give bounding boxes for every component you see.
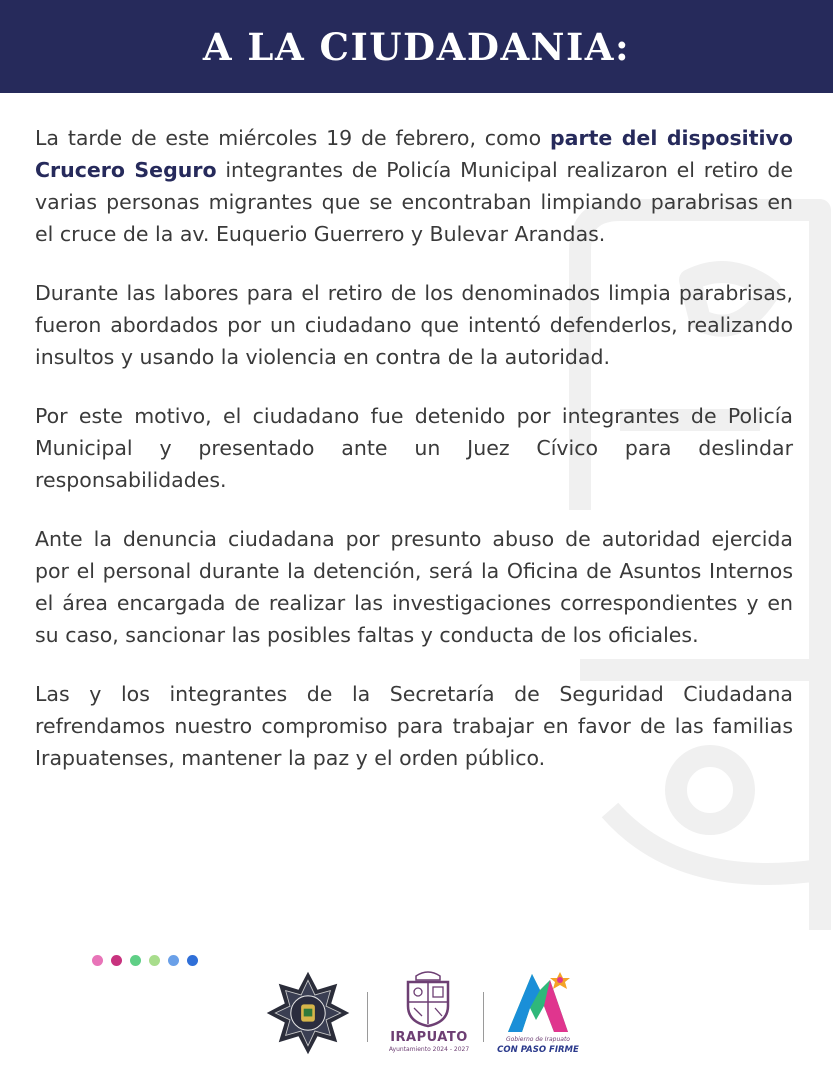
paragraph-5: Las y los integrantes de la Secretaría de Seguridad Ciudadana refrendamos nuestro compromiso para trabajar en favor de las familias Irapuatenses, mantener la paz y el orden público. — [35, 682, 793, 770]
gobierno-slogan: CON PASO FIRME — [497, 1045, 579, 1055]
paragraph-3: Por este motivo, el ciudadano fue detenido por integrantes de Policía Municipal y presentado ante un Juez Cívico para deslindar responsabilidades. — [35, 404, 793, 492]
paragraph-1-highlight: parte del dispositivo Crucero Seguro — [35, 126, 793, 182]
gobierno-name: Gobierno de Irapuato — [506, 1036, 570, 1043]
dot-2 — [111, 955, 122, 966]
gobierno-irapuato-logo-icon — [500, 968, 576, 1036]
paragraph-1 — [35, 122, 793, 250]
paragraph-1-end: integrantes de Policía Municipal realizaron el retiro de varias personas migrantes que se encontraban limpiando parabrisas en el cruce de la av. Euquerio Guerrero y Bulevar Arandas. — [35, 158, 794, 246]
footer-logos — [260, 962, 590, 1062]
logo-separator-1 — [367, 992, 368, 1042]
dot-1 — [92, 955, 103, 966]
page-title: A LA CIUDADANIA: — [202, 24, 631, 69]
irapuato-name: IRAPUATO — [390, 1030, 468, 1045]
logo-separator-2 — [483, 992, 484, 1042]
paragraph-2: Durante las labores para el retiro de los denominados limpia parabrisas, fueron abordados por un ciudadano que intentó defenderlos, realizando insultos y usando la violencia en contra de la autoridad. — [35, 281, 793, 369]
irapuato-term: Ayuntamiento 2024 - 2027 — [388, 1046, 470, 1053]
header-banner — [0, 0, 833, 93]
dot-3 — [130, 955, 141, 966]
color-dots — [92, 955, 206, 966]
dot-6 — [187, 955, 198, 966]
irapuato-crest-icon — [402, 968, 454, 1028]
statement-body — [35, 122, 793, 801]
police-star-badge-icon — [265, 970, 351, 1056]
dot-5 — [168, 955, 179, 966]
paragraph-1-start: La tarde de este miércoles 19 de febrero, como — [35, 126, 550, 150]
dot-4 — [149, 955, 160, 966]
paragraph-4: Ante la denuncia ciudadana por presunto abuso de autoridad ejercida por el personal durante la detención, será la Oficina de Asuntos Internos el área encargada de realizar las investigaciones correspondientes y en su caso, sancionar las posibles faltas y conducta de los oficiales. — [35, 527, 793, 647]
